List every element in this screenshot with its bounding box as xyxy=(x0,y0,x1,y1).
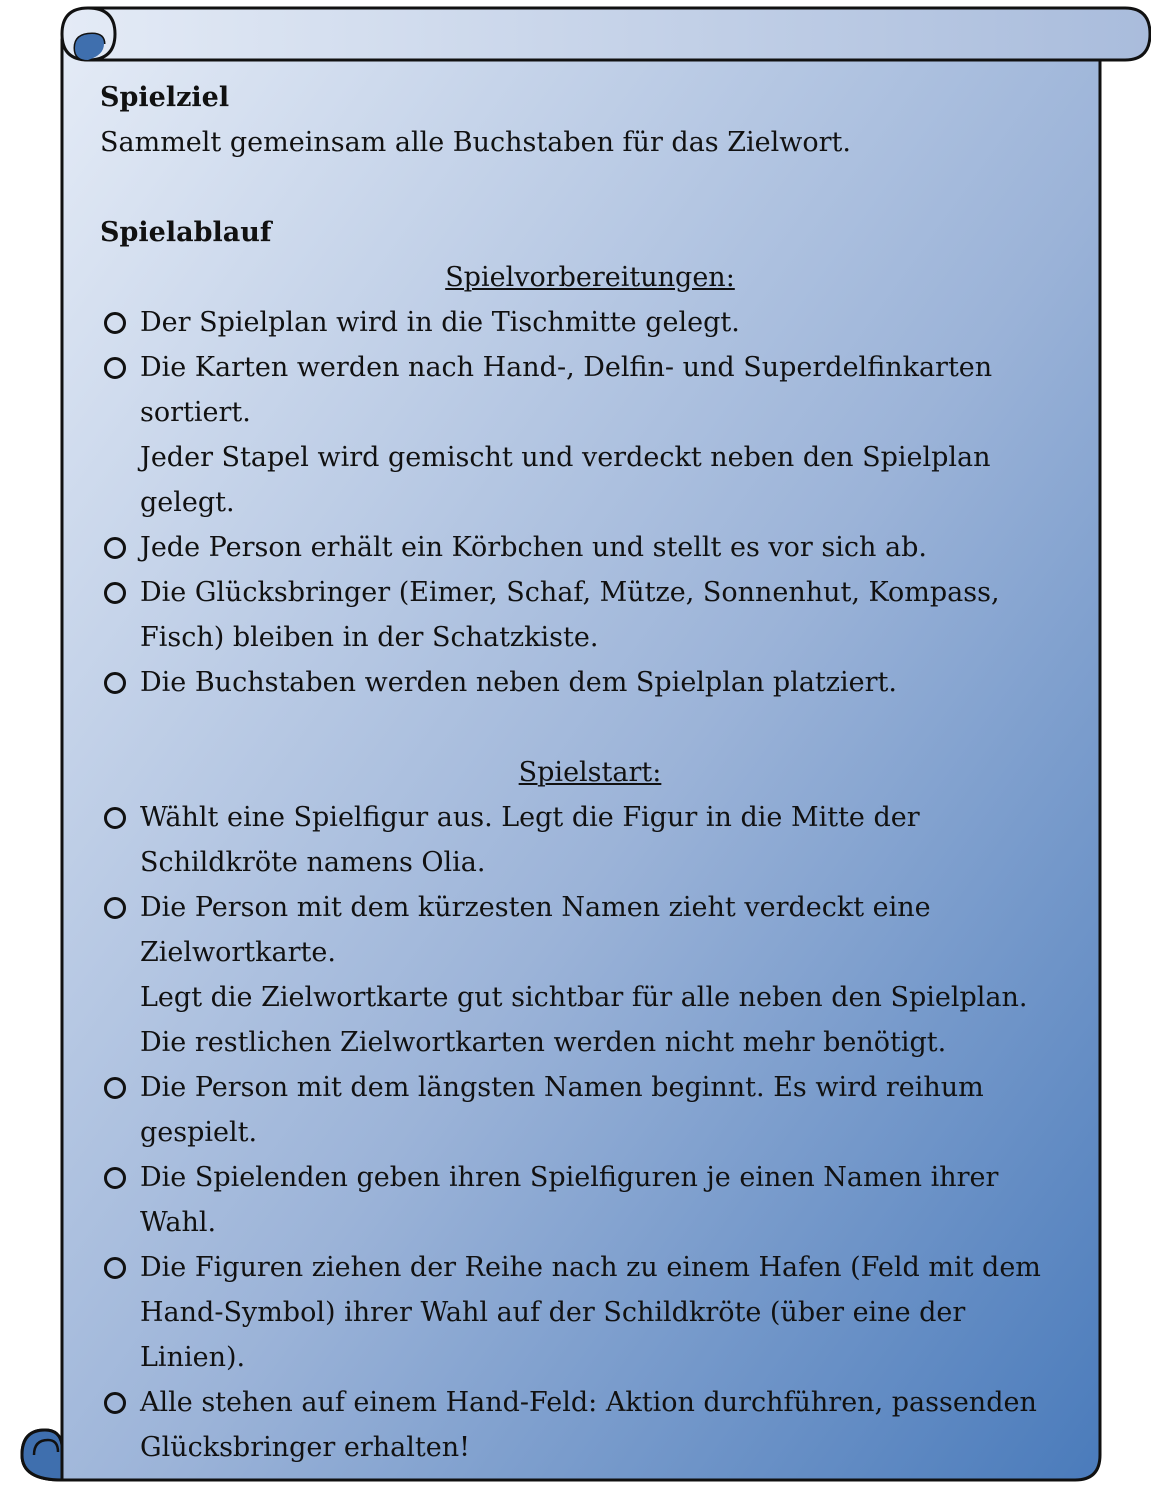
circle-bullet-icon xyxy=(100,570,140,660)
list-item-line: gespielt. xyxy=(140,1117,258,1148)
goal-text: Sammelt gemeinsam alle Buchstaben für das Zielwort. xyxy=(100,127,851,158)
list-item xyxy=(100,345,1085,525)
list-item xyxy=(100,1155,1085,1245)
list-item-line: Legt die Zielwortkarte gut sichtbar für alle neben den Spielplan. xyxy=(140,982,1028,1013)
circle-bullet-icon xyxy=(100,1155,140,1245)
list-item xyxy=(100,885,1085,1065)
circle-bullet-icon xyxy=(100,525,140,570)
rules-content xyxy=(100,75,1085,1470)
scroll-top-roll xyxy=(62,8,1150,60)
list-item-line: Linien). xyxy=(140,1342,246,1373)
list-item-line: Fisch) bleiben in der Schatzkiste. xyxy=(140,622,599,653)
list-item-line: Die restlichen Zielwortkarten werden nicht mehr benötigt. xyxy=(140,1027,947,1058)
list-item xyxy=(100,570,1085,660)
circle-bullet-icon xyxy=(100,795,140,885)
list-item xyxy=(100,795,1085,885)
list-item-line: Zielwortkarte. xyxy=(140,937,336,968)
procedure-title: Spielablauf xyxy=(100,217,272,248)
scroll-bottom-curl xyxy=(22,1430,62,1480)
list-item-line: Jede Person erhält ein Körbchen und stellt es vor sich ab. xyxy=(140,532,927,563)
list-item-line: gelegt. xyxy=(140,487,235,518)
list-item xyxy=(100,525,1085,570)
circle-bullet-icon xyxy=(100,885,140,1065)
prep-list xyxy=(100,300,1085,705)
list-item xyxy=(100,1380,1085,1470)
list-item-line: Jeder Stapel wird gemischt und verdeckt neben den Spielplan xyxy=(140,442,991,473)
list-item xyxy=(100,1065,1085,1155)
list-item-line: Die Person mit dem längsten Namen beginnt. Es wird reihum xyxy=(140,1072,984,1103)
list-item-line: Der Spielplan wird in die Tischmitte gelegt. xyxy=(140,307,740,338)
prep-heading: Spielvorbereitungen: xyxy=(445,262,735,293)
list-item-line: Alle stehen auf einem Hand-Feld: Aktion durchführen, passenden xyxy=(140,1387,1037,1418)
goal-title: Spielziel xyxy=(100,82,230,113)
circle-bullet-icon xyxy=(100,1245,140,1380)
circle-bullet-icon xyxy=(100,345,140,525)
start-list xyxy=(100,795,1085,1470)
list-item-line: Wahl. xyxy=(140,1207,217,1238)
circle-bullet-icon xyxy=(100,660,140,705)
circle-bullet-icon xyxy=(100,1065,140,1155)
list-item-line: Die Person mit dem kürzesten Namen zieht verdeckt eine xyxy=(140,892,931,923)
list-item-line: Wählt eine Spielfigur aus. Legt die Figur in die Mitte der xyxy=(140,802,920,833)
list-item-line: Die Karten werden nach Hand-, Delfin- und Superdelfinkarten xyxy=(140,352,993,383)
list-item-line: Die Glücksbringer (Eimer, Schaf, Mütze, Sonnenhut, Kompass, xyxy=(140,577,1000,608)
start-heading: Spielstart: xyxy=(518,757,662,788)
list-item-line: Die Buchstaben werden neben dem Spielplan platziert. xyxy=(140,667,897,698)
list-item-line: Glücksbringer erhalten! xyxy=(140,1432,470,1463)
list-item xyxy=(100,660,1085,705)
circle-bullet-icon xyxy=(100,300,140,345)
list-item xyxy=(100,300,1085,345)
list-item-line: sortiert. xyxy=(140,397,251,428)
list-item xyxy=(100,1245,1085,1380)
circle-bullet-icon xyxy=(100,1380,140,1470)
list-item-line: Die Figuren ziehen der Reihe nach zu einem Hafen (Feld mit dem xyxy=(140,1252,1041,1283)
list-item-line: Die Spielenden geben ihren Spielfiguren je einen Namen ihrer xyxy=(140,1162,999,1193)
list-item-line: Hand-Symbol) ihrer Wahl auf der Schildkröte (über eine der xyxy=(140,1297,966,1328)
list-item-line: Schildkröte namens Olia. xyxy=(140,847,486,878)
